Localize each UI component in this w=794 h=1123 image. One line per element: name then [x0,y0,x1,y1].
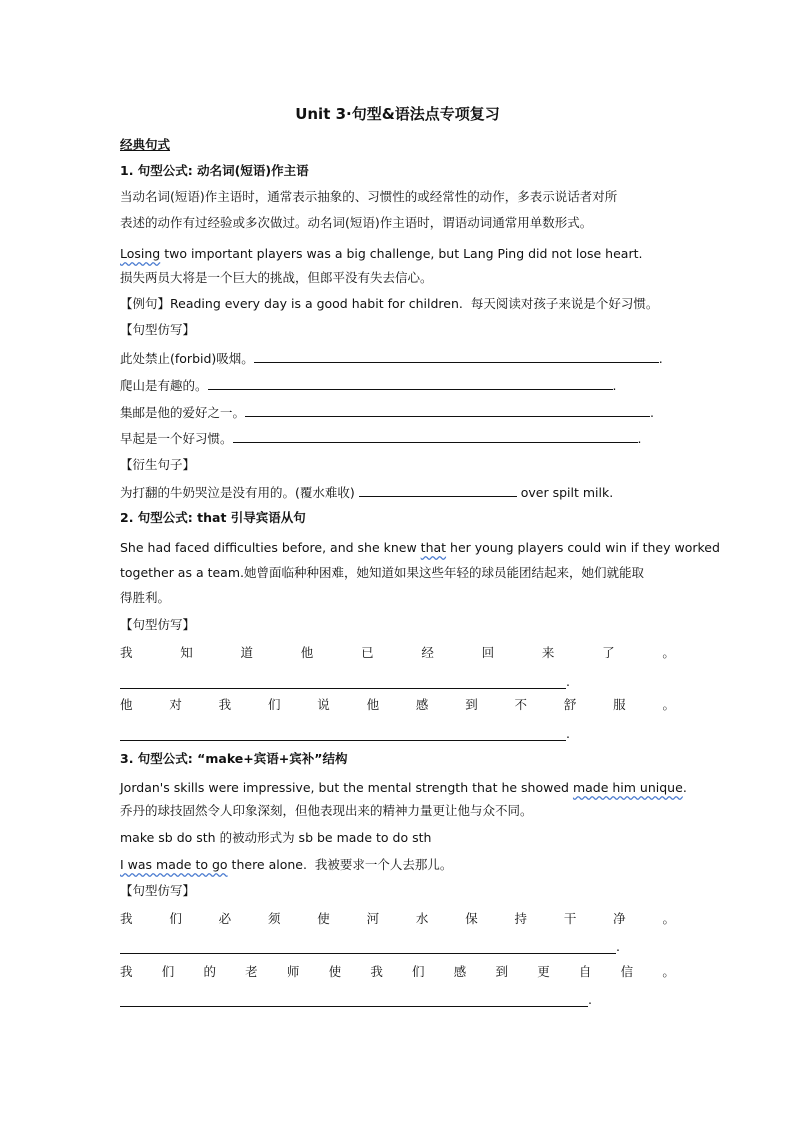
s3-example2-key: I was made to go [120,857,228,872]
s1-liju-label: 【例句】 [120,296,171,311]
sentence-char: 净 [613,911,626,926]
sentence-char: 老 [245,964,258,979]
sentence-char: 不 [514,697,528,712]
sentence-char: 回 [481,645,495,660]
sentence-char: 我 [120,911,133,926]
s3-sentence-2 [120,964,675,980]
s2-sentence-2 [120,697,675,713]
s2-example-line1 [120,540,720,556]
s3-heading: 3. 句型公式: “make+宾语+宾补”结构 [120,751,348,766]
sentence-char: 。 [662,645,675,660]
s3-example2-rest: there alone. [227,857,307,872]
s3-example-en [120,780,687,796]
s3-example2-cn: 我被要求一个人去那儿。 [314,857,453,872]
s1-explain-line2: 表述的动作有过经验或多次做过。动名词(短语)作主语时，谓语动词通常用单数形式。 [120,215,593,230]
sentence-char: 经 [421,645,434,660]
exercise-prompt: 集邮是他的爱好之一。 [120,405,246,420]
sentence-char: 舒 [563,697,577,712]
yansheng-tail: over spilt milk. [520,485,614,500]
answer-blank[interactable] [233,430,638,443]
answer-line[interactable] [120,953,616,954]
sentence-char: 须 [267,911,281,926]
sentence-char: 水 [415,911,429,926]
sentence-char: 。 [662,964,675,979]
period: . [588,992,592,1007]
answer-line[interactable] [120,1006,588,1007]
sentence-char: 信 [620,964,634,979]
exercise-prompt: 早起是一个好习惯。 [120,431,233,446]
sentence-char: 自 [578,964,592,979]
s2-sentence-1 [120,645,675,661]
sentence-char: 知 [180,645,193,660]
sentence-char: 我 [370,964,383,979]
sentence-char: 们 [169,911,182,926]
s3-passive-note: make sb do sth 的被动形式为 sb be made to do sth [120,830,432,845]
answer-blank[interactable] [254,350,659,363]
sentence-char: 干 [563,911,577,926]
sentence-char: 到 [495,964,508,979]
sentence-char: 必 [218,911,232,926]
s1-yansheng-label: 【衍生句子】 [120,457,196,472]
period: . [658,351,663,366]
sentence-char: 我 [120,964,133,979]
sentence-char: 对 [169,697,182,712]
sentence-char: 持 [514,911,528,926]
sentence-char: 感 [453,964,467,979]
s2-example-key: that [420,540,447,555]
sentence-char: 他 [120,697,133,712]
s1-exercise-3 [120,404,654,421]
sentence-char: 的 [203,964,216,979]
s1-example-rest: two important players was a big challenge, but Lang Ping did not lose heart. [160,246,643,261]
sentence-char: 了 [602,645,615,660]
s2-fangxie-label: 【句型仿写】 [120,617,196,632]
page-title: Unit 3·句型&语法点专项复习 [295,105,500,123]
sentence-char: 说 [317,697,330,712]
s1-liju-cn: 每天阅读对孩子来说是个好习惯。 [470,296,659,311]
sentence-char: 河 [366,911,380,926]
s2-example-b: her young players could win if they worked [446,540,720,555]
answer-blank[interactable] [245,404,650,417]
sentence-char: 使 [328,964,342,979]
s3-example-key: made him unique [572,780,683,795]
s1-liju-en: Reading every day is a good habit for children. [170,296,463,311]
sentence-char: 道 [240,645,254,660]
s1-fangxie-label: 【句型仿写】 [120,322,196,337]
s2-example-line2: together as a team.她曾面临种种困难，她知道如果这些年轻的球员能团结起来，她们就能取 [120,565,644,580]
s3-sentence-1 [120,911,675,927]
period: . [616,939,620,954]
sentence-char: 我 [218,697,232,712]
yansheng-prompt: 为打翻的牛奶哭泣是没有用的。(覆水难收) [120,485,355,500]
s2-heading: 2. 句型公式: that 引导宾语从句 [120,510,306,525]
sentence-char: 已 [361,645,374,660]
s3-example-a: Jordan's skills were impressive, but the mental strength that he showed [120,780,573,795]
sentence-char: 们 [412,964,425,979]
period: . [566,726,570,741]
s1-exercise-2 [120,377,617,394]
period: . [612,378,617,393]
sentence-char: 。 [662,697,675,712]
answer-blank[interactable] [208,377,613,390]
period: . [637,431,642,446]
section-heading: 经典句式 [120,137,171,152]
s2-example-line3: 得胜利。 [120,590,171,605]
sentence-char: 使 [317,911,330,926]
answer-blank[interactable] [359,484,517,497]
s1-exercise-1 [120,350,663,367]
sentence-char: 们 [267,697,281,712]
sentence-char: 他 [366,697,380,712]
sentence-char: 感 [415,697,429,712]
sentence-char: 来 [541,645,555,660]
sentence-char: 服 [613,697,626,712]
answer-line[interactable] [120,740,566,741]
s3-example2 [120,857,452,873]
sentence-char: 他 [300,645,314,660]
s1-exercise-4 [120,430,642,447]
s3-example-cn: 乔丹的球技固然令人印象深刻，但他表现出来的精神力量更让他与众不同。 [120,803,533,818]
s2-example-a: She had faced difficulties before, and she knew [120,540,421,555]
s1-example-cn: 损失两员大将是一个巨大的挑战，但郎平没有失去信心。 [120,270,433,285]
s3-fangxie-label: 【句型仿写】 [120,883,196,898]
period: . [650,405,654,420]
sentence-char: 我 [120,645,133,660]
s1-example-en [120,246,642,262]
s1-liju [120,296,658,312]
exercise-prompt: 此处禁止(forbid)吸烟。 [120,351,254,366]
period: . [566,674,570,689]
sentence-char: 到 [465,697,478,712]
answer-line[interactable] [120,688,566,689]
s1-heading: 1. 句型公式: 动名词(短语)作主语 [120,163,309,178]
sentence-char: 。 [662,911,675,926]
s1-yansheng [120,484,613,501]
sentence-char: 们 [161,964,175,979]
s1-example-key: Losing [120,246,161,261]
exercise-prompt: 爬山是有趣的。 [120,378,208,393]
s1-explain-line1: 当动名词(短语)作主语时，通常表示抽象的、习惯性的或经常性的动作，多表示说话者对所 [120,189,618,204]
sentence-char: 师 [286,964,300,979]
sentence-char: 保 [465,911,478,926]
s3-example-b: . [682,780,687,795]
sentence-char: 更 [537,964,550,979]
